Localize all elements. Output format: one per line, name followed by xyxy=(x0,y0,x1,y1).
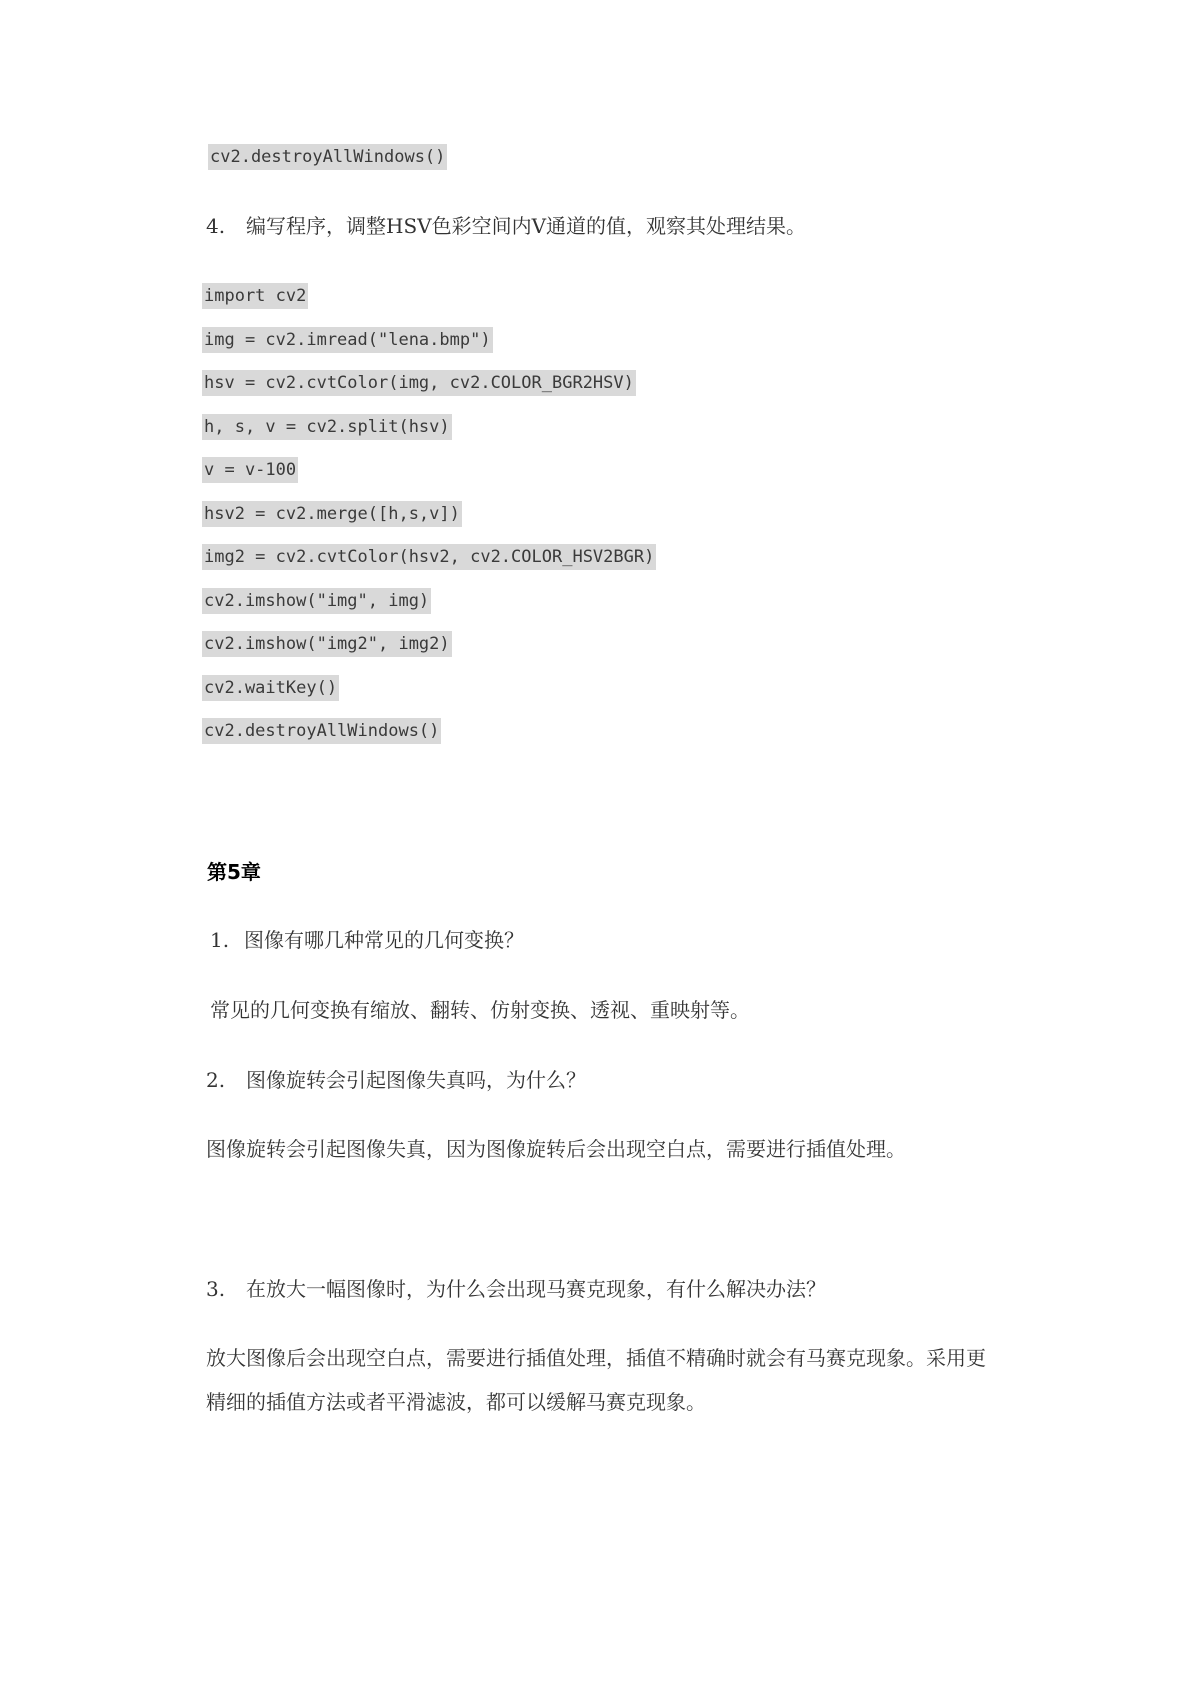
code-line-5: v = v-100 xyxy=(202,457,298,483)
code-line-3: hsv = cv2.cvtColor(img, cv2.COLOR_BGR2HSV) xyxy=(202,370,636,396)
chapter-heading: 第5章 xyxy=(207,860,261,884)
code-line-7: img2 = cv2.cvtColor(hsv2, cv2.COLOR_HSV2BGR) xyxy=(202,544,656,570)
question-3-text: 在放大一幅图像时，为什么会出现马赛克现象，有什么解决办法？ xyxy=(246,1277,826,1301)
question-2-text: 图像旋转会引起图像失真吗，为什么？ xyxy=(246,1068,586,1092)
question-1-text: 图像有哪几种常见的几何变换？ xyxy=(244,928,524,952)
answer-1: 常见的几何变换有缩放、翻转、仿射变换、透视、重映射等。 xyxy=(210,998,750,1022)
code-line-4: h, s, v = cv2.split(hsv) xyxy=(202,414,452,440)
answer-3-line-2: 精细的插值方法或者平滑滤波，都可以缓解马赛克现象。 xyxy=(206,1390,706,1414)
code-line-11: cv2.destroyAllWindows() xyxy=(202,718,441,744)
question-3-number: 3. xyxy=(206,1277,226,1301)
question-3 xyxy=(206,1275,826,1303)
question-2-number: 2. xyxy=(206,1068,226,1092)
code-line-6: hsv2 = cv2.merge([h,s,v]) xyxy=(202,501,462,527)
answer-2: 图像旋转会引起图像失真，因为图像旋转后会出现空白点，需要进行插值处理。 xyxy=(206,1137,906,1161)
code-line-10: cv2.waitKey() xyxy=(202,675,339,701)
question-2 xyxy=(206,1066,586,1094)
question-1-number: 1. xyxy=(210,928,230,952)
answer-3-line-1: 放大图像后会出现空白点，需要进行插值处理，插值不精确时就会有马赛克现象。采用更 xyxy=(206,1346,986,1370)
question-1 xyxy=(210,926,524,954)
code-line-destroy-windows-top: cv2.destroyAllWindows() xyxy=(208,144,447,170)
code-line-8: cv2.imshow("img", img) xyxy=(202,588,431,614)
question-4-text: 编写程序，调整HSV色彩空间内V通道的值，观察其处理结果。 xyxy=(246,214,807,238)
code-line-2: img = cv2.imread("lena.bmp") xyxy=(202,327,493,353)
question-4 xyxy=(206,212,806,240)
question-4-number: 4. xyxy=(206,214,226,238)
code-line-1: import cv2 xyxy=(202,283,308,309)
code-line-9: cv2.imshow("img2", img2) xyxy=(202,631,452,657)
